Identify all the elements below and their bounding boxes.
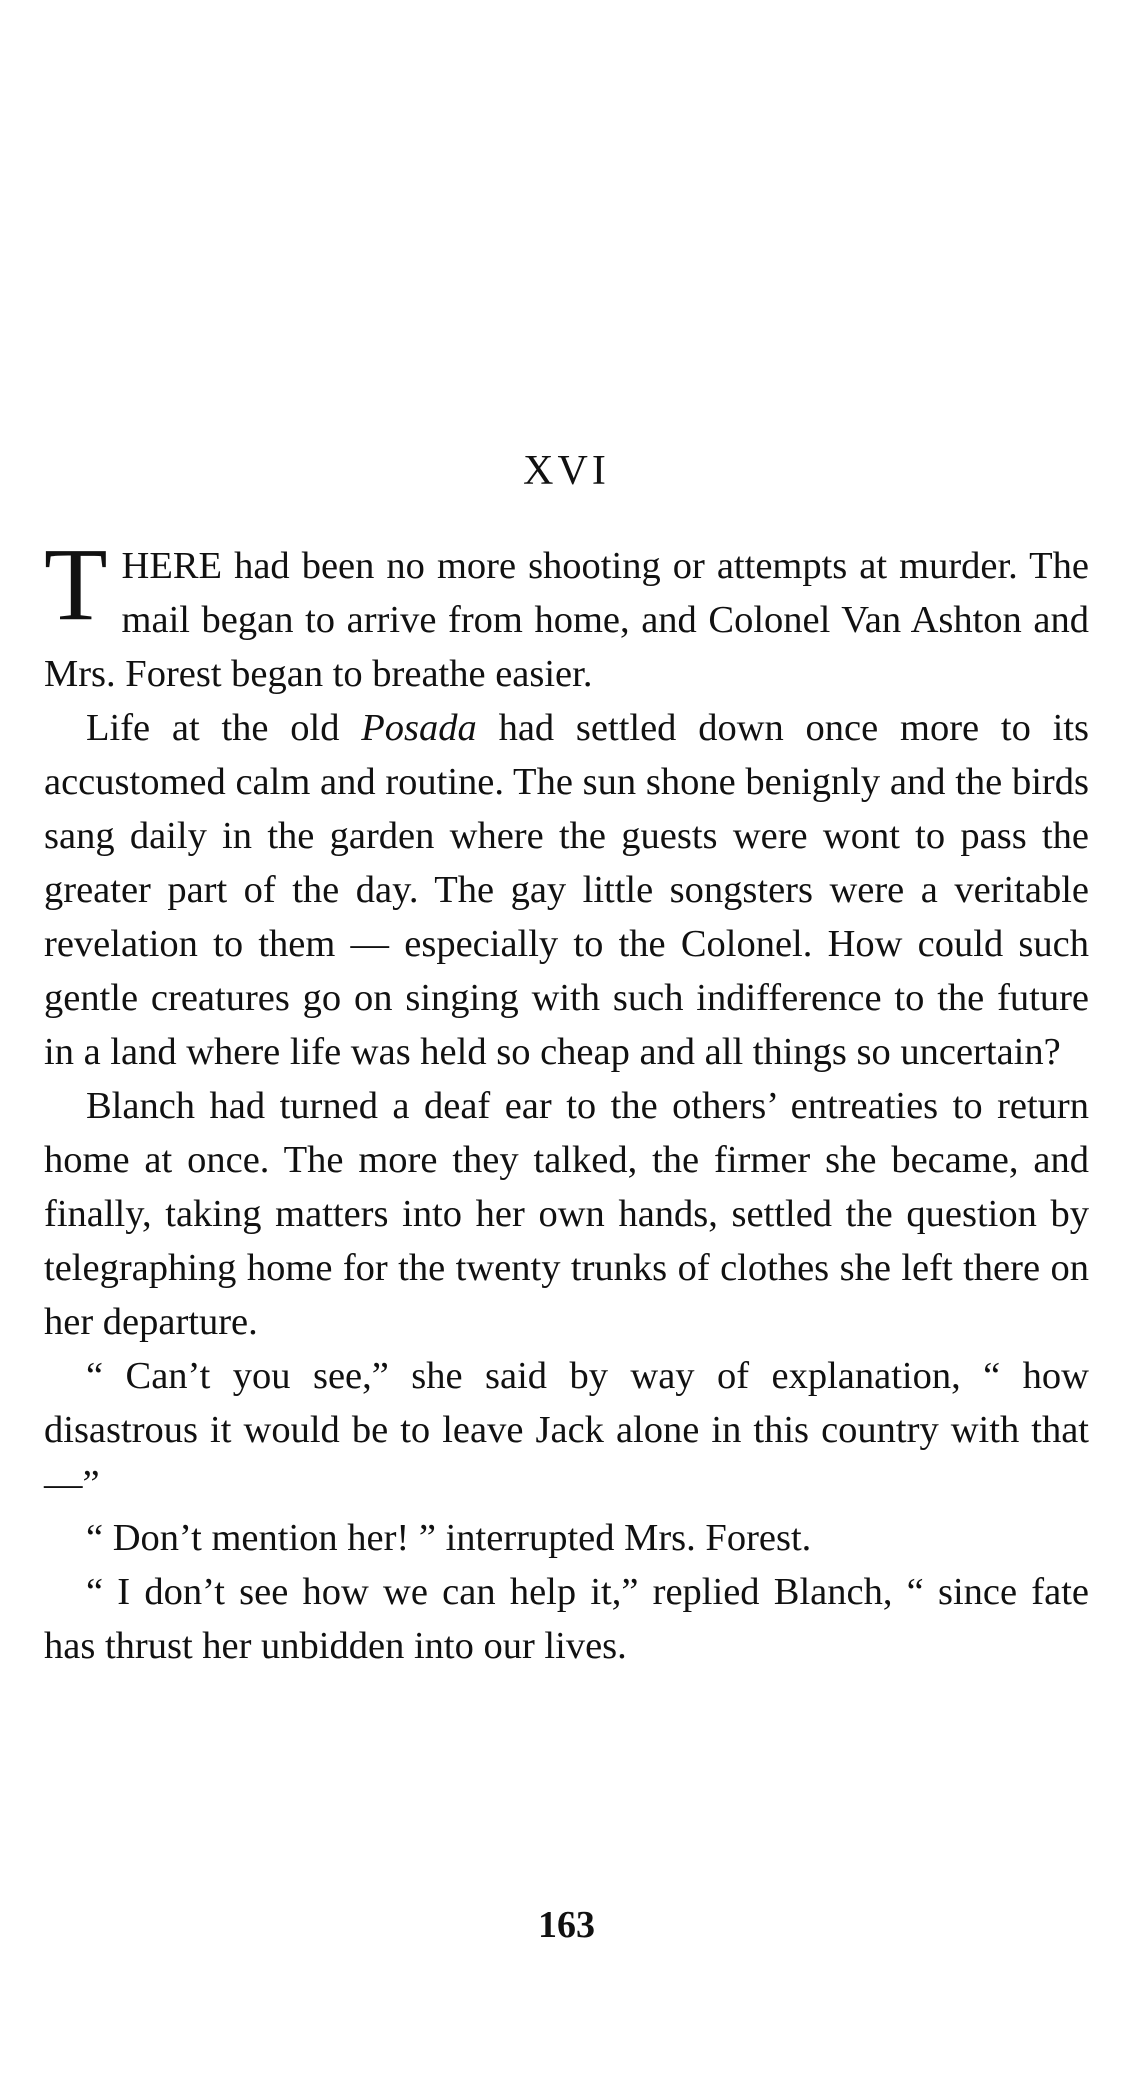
paragraph-2-text-before: Life at the old: [86, 707, 362, 749]
paragraph-3: Blanch had turned a deaf ear to the others’ entreaties to return home at once. The more they talked, the firmer she became, and finally, taking matters into her own hands, settled the question by telegraphing home for the twenty trunks of clothes she left there on her departure.: [44, 1085, 1089, 1343]
paragraph-4: “ Can’t you see,” she said by way of explanation, “ how disastrous it would be to leave Jack alone in this country with that —”: [44, 1355, 1089, 1505]
chapter-body: [44, 527, 1090, 1673]
paragraph-6: “ I don’t see how we can help it,” replied Blanch, “ since fate has thrust her unbidden into our lives.: [44, 1571, 1089, 1667]
paragraph-1-text: HERE had been no more shooting or attempts at murder. The mail began to arrive from home, and Colonel Van Ashton and Mrs. Forest began to breathe easier.: [44, 545, 1089, 695]
paragraph-5: “ Don’t mention her! ” interrupted Mrs. Forest.: [86, 1517, 812, 1559]
drop-cap: T: [44, 527, 108, 642]
paragraph-1: [44, 527, 1089, 701]
book-page: [44, 0, 1089, 2092]
paragraph-2: [44, 701, 1089, 1079]
page-number: 163: [538, 1904, 595, 1946]
posada-italic: Posada: [361, 707, 477, 749]
chapter-heading: XVI: [523, 448, 610, 494]
paragraph-2-text-after: had settled down once more to its accustomed calm and routine. The sun shone benignly and the birds sang daily in the garden where the guests were wont to pass the greater part of the day. The gay little songsters were a veritable revelation to them — especially to the Colonel. How could such gentle creatures go on singing with such indifference to the future in a land where life was held so cheap and all things so uncertain?: [44, 707, 1090, 1073]
